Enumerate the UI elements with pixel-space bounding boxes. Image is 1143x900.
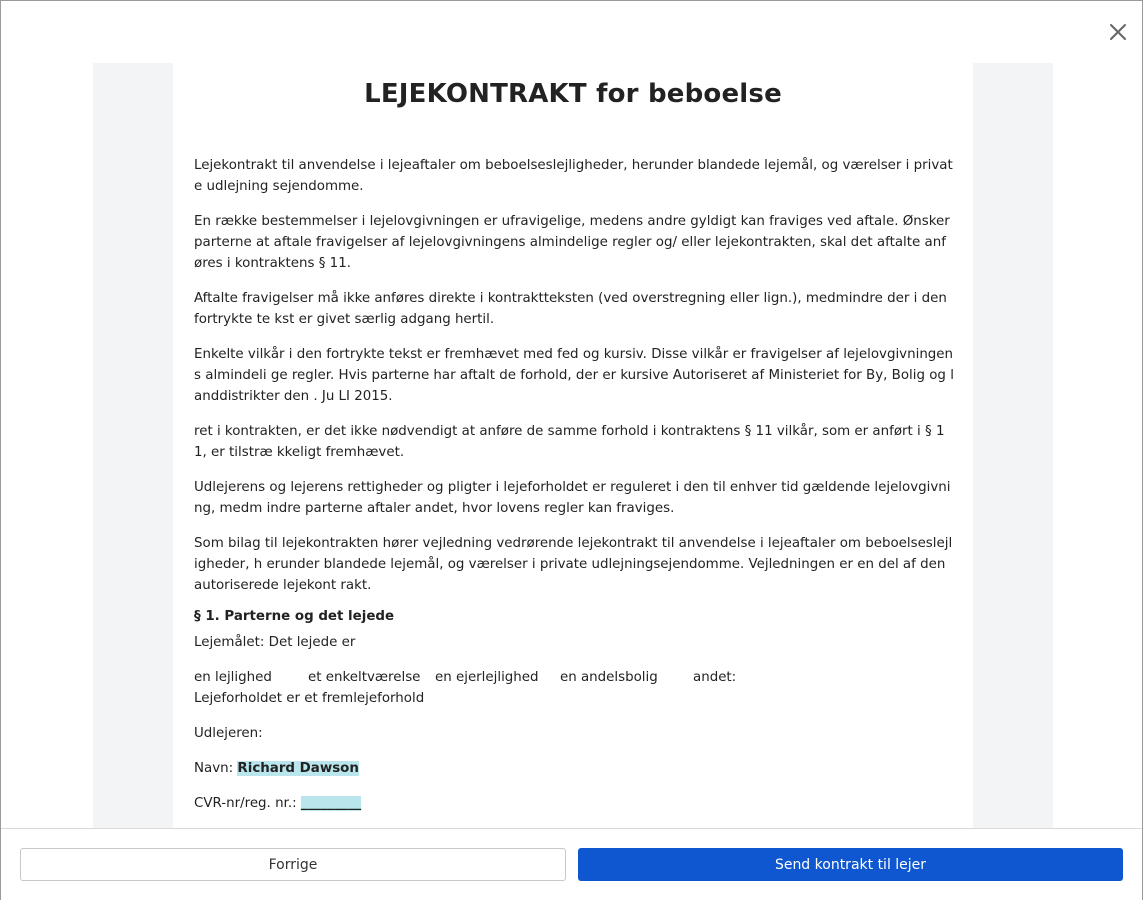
paragraph: Udlejerens og lejerens rettigheder og pligter i lejeforholdet er reguleret i den til enhver tid gældende lejelovgivning, medm indre parterne aftaler andet, hvor lovens regler kan fraviges. bbox=[194, 480, 951, 516]
modal-footer bbox=[1, 828, 1142, 900]
section-heading: § 1. Parterne og det lejede bbox=[194, 609, 395, 624]
cvr-value[interactable]: _________ bbox=[300, 796, 362, 811]
option-apartment[interactable]: en lejlighed bbox=[194, 670, 272, 685]
leased-intro: Lejemålet: Det lejede er bbox=[194, 635, 356, 650]
option-other[interactable]: andet: bbox=[693, 670, 737, 685]
property-type-options bbox=[194, 667, 954, 688]
option-single-room[interactable]: et enkeltværelse bbox=[308, 670, 421, 685]
paragraph: Lejekontrakt til anvendelse i lejeaftaler om beboelseslejligheder, herunder blandede lejemål, og værelser i private udlejning sejendomme. bbox=[194, 158, 953, 194]
document-page bbox=[173, 63, 973, 828]
close-icon bbox=[1109, 23, 1127, 41]
option-condo[interactable]: en ejerlejlighed bbox=[435, 670, 539, 685]
paragraph: ret i kontrakten, er det ikke nødvendigt at anføre de samme forhold i kontraktens § 11 vilkår, som er anført i § 11, er tilstræ kkeligt fremhævet. bbox=[194, 424, 945, 460]
option-cooperative[interactable]: en andelsbolig bbox=[560, 670, 658, 685]
name-label: Navn: bbox=[194, 761, 234, 776]
sublease-line: Lejeforholdet er et fremlejeforhold bbox=[194, 691, 425, 706]
document-title: LEJEKONTRAKT for beboelse bbox=[364, 79, 782, 109]
previous-button[interactable]: Forrige bbox=[20, 848, 566, 881]
paragraph: Aftalte fravigelser må ikke anføres direkte i kontraktteksten (ved overstregning eller lign.), medmindre der i den fortrykte te kst er givet særlig adgang hertil. bbox=[194, 291, 947, 327]
name-value[interactable]: Richard Dawson bbox=[237, 761, 359, 776]
cvr-field bbox=[194, 793, 954, 814]
paragraph: En række bestemmelser i lejelovgivningen er ufravigelige, medens andre gyldigt kan fraviges ved aftale. Ønsker parterne at aftale fravigelser af lejelovgivningens almindelige regler og/ eller lejekontrakten, skal det aftalte anføres i kontraktens § 11. bbox=[194, 214, 950, 271]
cvr-label: CVR-nr/reg. nr.: bbox=[194, 796, 297, 811]
paragraph: Som bilag til lejekontrakten hører vejledning vedrørende lejekontrakt til anvendelse i lejeaftaler om beboelseslejligheder, h erunder blandede lejemål, og værelser i private udlejningsejendomme. Vejledningen er en del af den autoriserede lejekont rakt. bbox=[194, 536, 953, 593]
document-viewer[interactable] bbox=[93, 63, 1053, 828]
landlord-label: Udlejeren: bbox=[194, 726, 263, 741]
document-content bbox=[194, 155, 954, 863]
close-button[interactable] bbox=[1104, 18, 1132, 46]
send-contract-button[interactable]: Send kontrakt til lejer bbox=[578, 848, 1123, 881]
name-field bbox=[194, 758, 954, 779]
paragraph: Enkelte vilkår i den fortrykte tekst er fremhævet med fed og kursiv. Disse vilkår er fravigelser af lejelovgivningens almindeli ge regler. Hvis parterne har aftalt de forhold, der er kursive Autoriseret af Ministeriet for By, Bolig og landdistrikter den . Ju LI 2015. bbox=[194, 347, 954, 404]
